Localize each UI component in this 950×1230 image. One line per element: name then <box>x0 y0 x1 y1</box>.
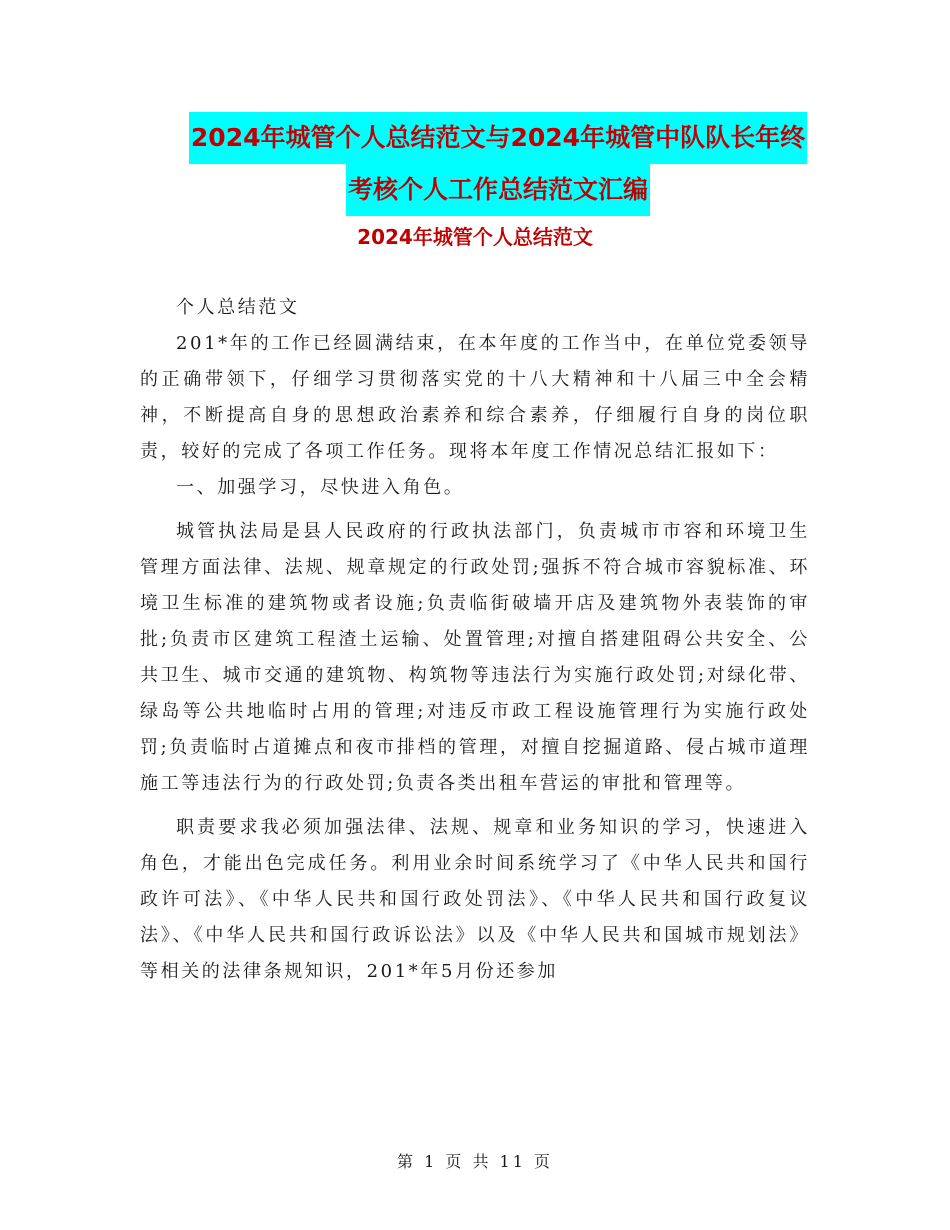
document-title-line-1: 2024年城管个人总结范文与2024年城管中队队长年终 <box>189 112 807 164</box>
page-number-footer: 第 1 页 共 11 页 <box>397 1152 553 1171</box>
document-title <box>140 112 856 216</box>
paragraph: 城管执法局是县人民政府的行政执法部门，负责城市市容和环境卫生管理方面法律、法规、规章规定的行政处罚;强拆不符合城市容貌标准、环境卫生标准的建筑物或者设施;负责临街破墙开店及建筑物外表装饰的审批;负责市区建筑工程渣土运输、处置管理;对擅自搭建阻碍公共安全、公共卫生、城市交通的建筑物、构筑物等违法行为实施行政处罚;对绿化带、绿岛等公共地临时占用的管理;对违反市政工程设施管理行为实施行政处罚;负责临时占道摊点和夜市排档的管理，对擅自挖掘道路、侵占城市道理施工等违法行为的行政处罚;负责各类出租车营运的审批和管理等。 <box>140 521 810 794</box>
section-title: 2024年城管个人总结范文 <box>357 225 593 249</box>
document-title-line-2: 考核个人工作总结范文汇编 <box>346 164 650 216</box>
paragraph-subheading: 一、加强学习，尽快进入角色。 <box>176 477 465 498</box>
paragraph-heading: 个人总结范文 <box>176 297 300 318</box>
paragraph: 职责要求我必须加强法律、法规、规章和业务知识的学习，快速进入角色，才能出色完成任务。利用业余时间系统学习了《中华人民共和国行政许可法》、《中华人民共和国行政处罚法》、《中华人民共和国行政复议法》、《中华人民共和国行政诉讼法》以及《中华人民共和国城市规划法》等相关的法律条规知识，201*年5月份还参加 <box>140 817 810 982</box>
paragraph: 201*年的工作已经圆满结束，在本年度的工作当中，在单位党委领导的正确带领下，仔细学习贯彻落实党的十八大精神和十八届三中全会精神，不断提高自身的思想政治素养和综合素养，仔细履行自身的岗位职责，较好的完成了各项工作任务。现将本年度工作情况总结汇报如下： <box>140 333 810 462</box>
document-body <box>140 290 810 990</box>
